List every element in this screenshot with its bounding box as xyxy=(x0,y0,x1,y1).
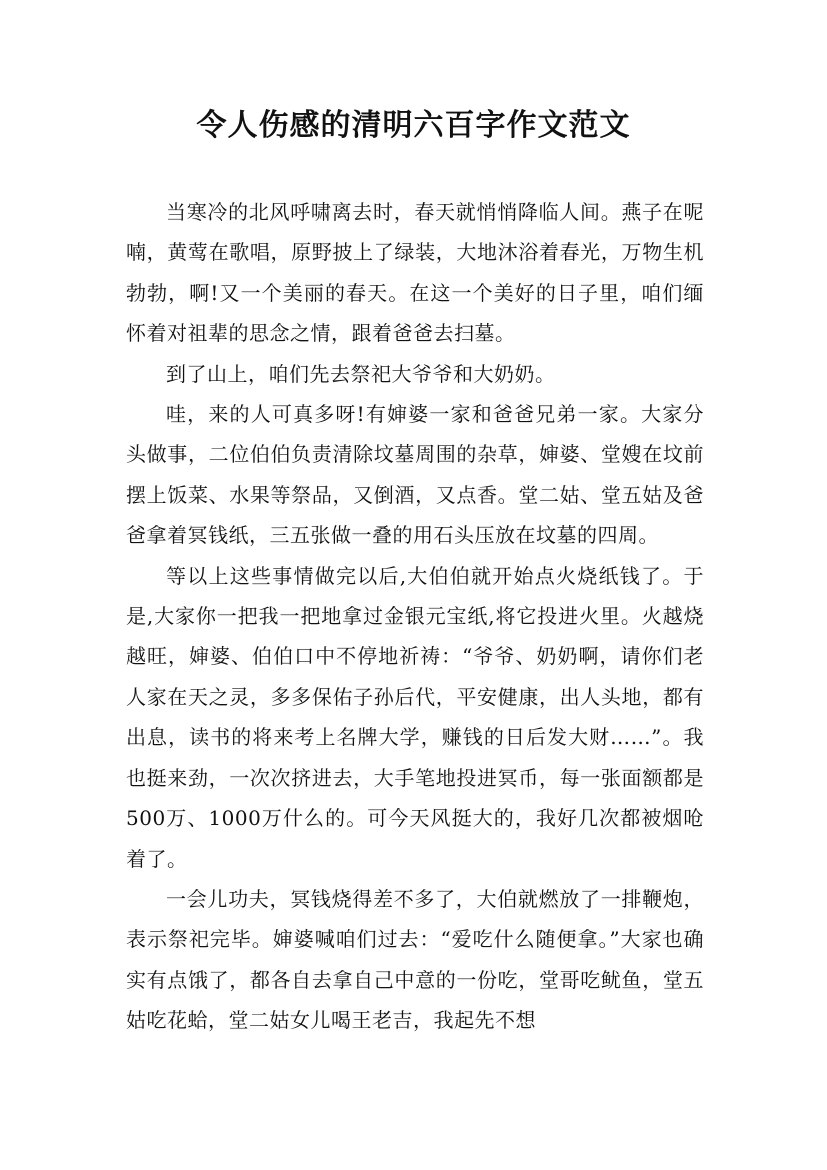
paragraph: 哇，来的人可真多呀!有婶婆一家和爸爸兄弟一家。大家分头做事，二位伯伯负责清除坟墓周围的杂草，婶婆、堂嫂在坟前摆上饭菜、水果等祭品，又倒酒，又点香。堂二姑、堂五姑及爸爸拿着冥钱纸，三五张做一叠的用石头压放在坟墓的四周。 xyxy=(126,402,704,548)
paragraph: 一会儿功夫，冥钱烧得差不多了，大伯就燃放了一排鞭炮，表示祭祀完毕。婶婆喊咱们过去：“爱吃什么随便拿。”大家也确实有点饿了，都各自去拿自己中意的一份吃，堂哥吃鱿鱼，堂五姑吃花蛤，堂二姑女儿喝王老吉，我起先不想 xyxy=(126,886,704,1033)
document-title: 令人伤感的清明六百字作文范文 xyxy=(196,108,631,143)
paragraph: 等以上这些事情做完以后,大伯伯就开始点火烧纸钱了。于是,大家你一把我一把地拿过金银元宝纸,将它投进火里。火越烧越旺，婶婆、伯伯口中不停地祈祷：“爷爷、奶奶啊，请你们老人家在天之灵，多多保佑子孙后代，平安健康，出人头地，都有出息，读书的将来考上名牌大学，赚钱的日后发大财……”。我也挺来劲，一次次挤进去，大手笔地投进冥币，每一张面额都是500万、1000万什么的。可今天风挺大的，我好几次都被烟呛着了。 xyxy=(126,563,704,871)
paragraph: 到了山上，咱们先去祭祀大爷爷和大奶奶。 xyxy=(166,361,556,386)
document-body xyxy=(126,192,704,1041)
paragraph: 当寒冷的北风呼啸离去时，春天就悄悄降临人间。燕子在呢喃，黄莺在歌唱，原野披上了绿装，大地沐浴着春光，万物生机勃勃，啊!又一个美丽的春天。在这一个美好的日子里，咱们缅怀着对祖辈的思念之情，跟着爸爸去扫墓。 xyxy=(126,200,704,346)
